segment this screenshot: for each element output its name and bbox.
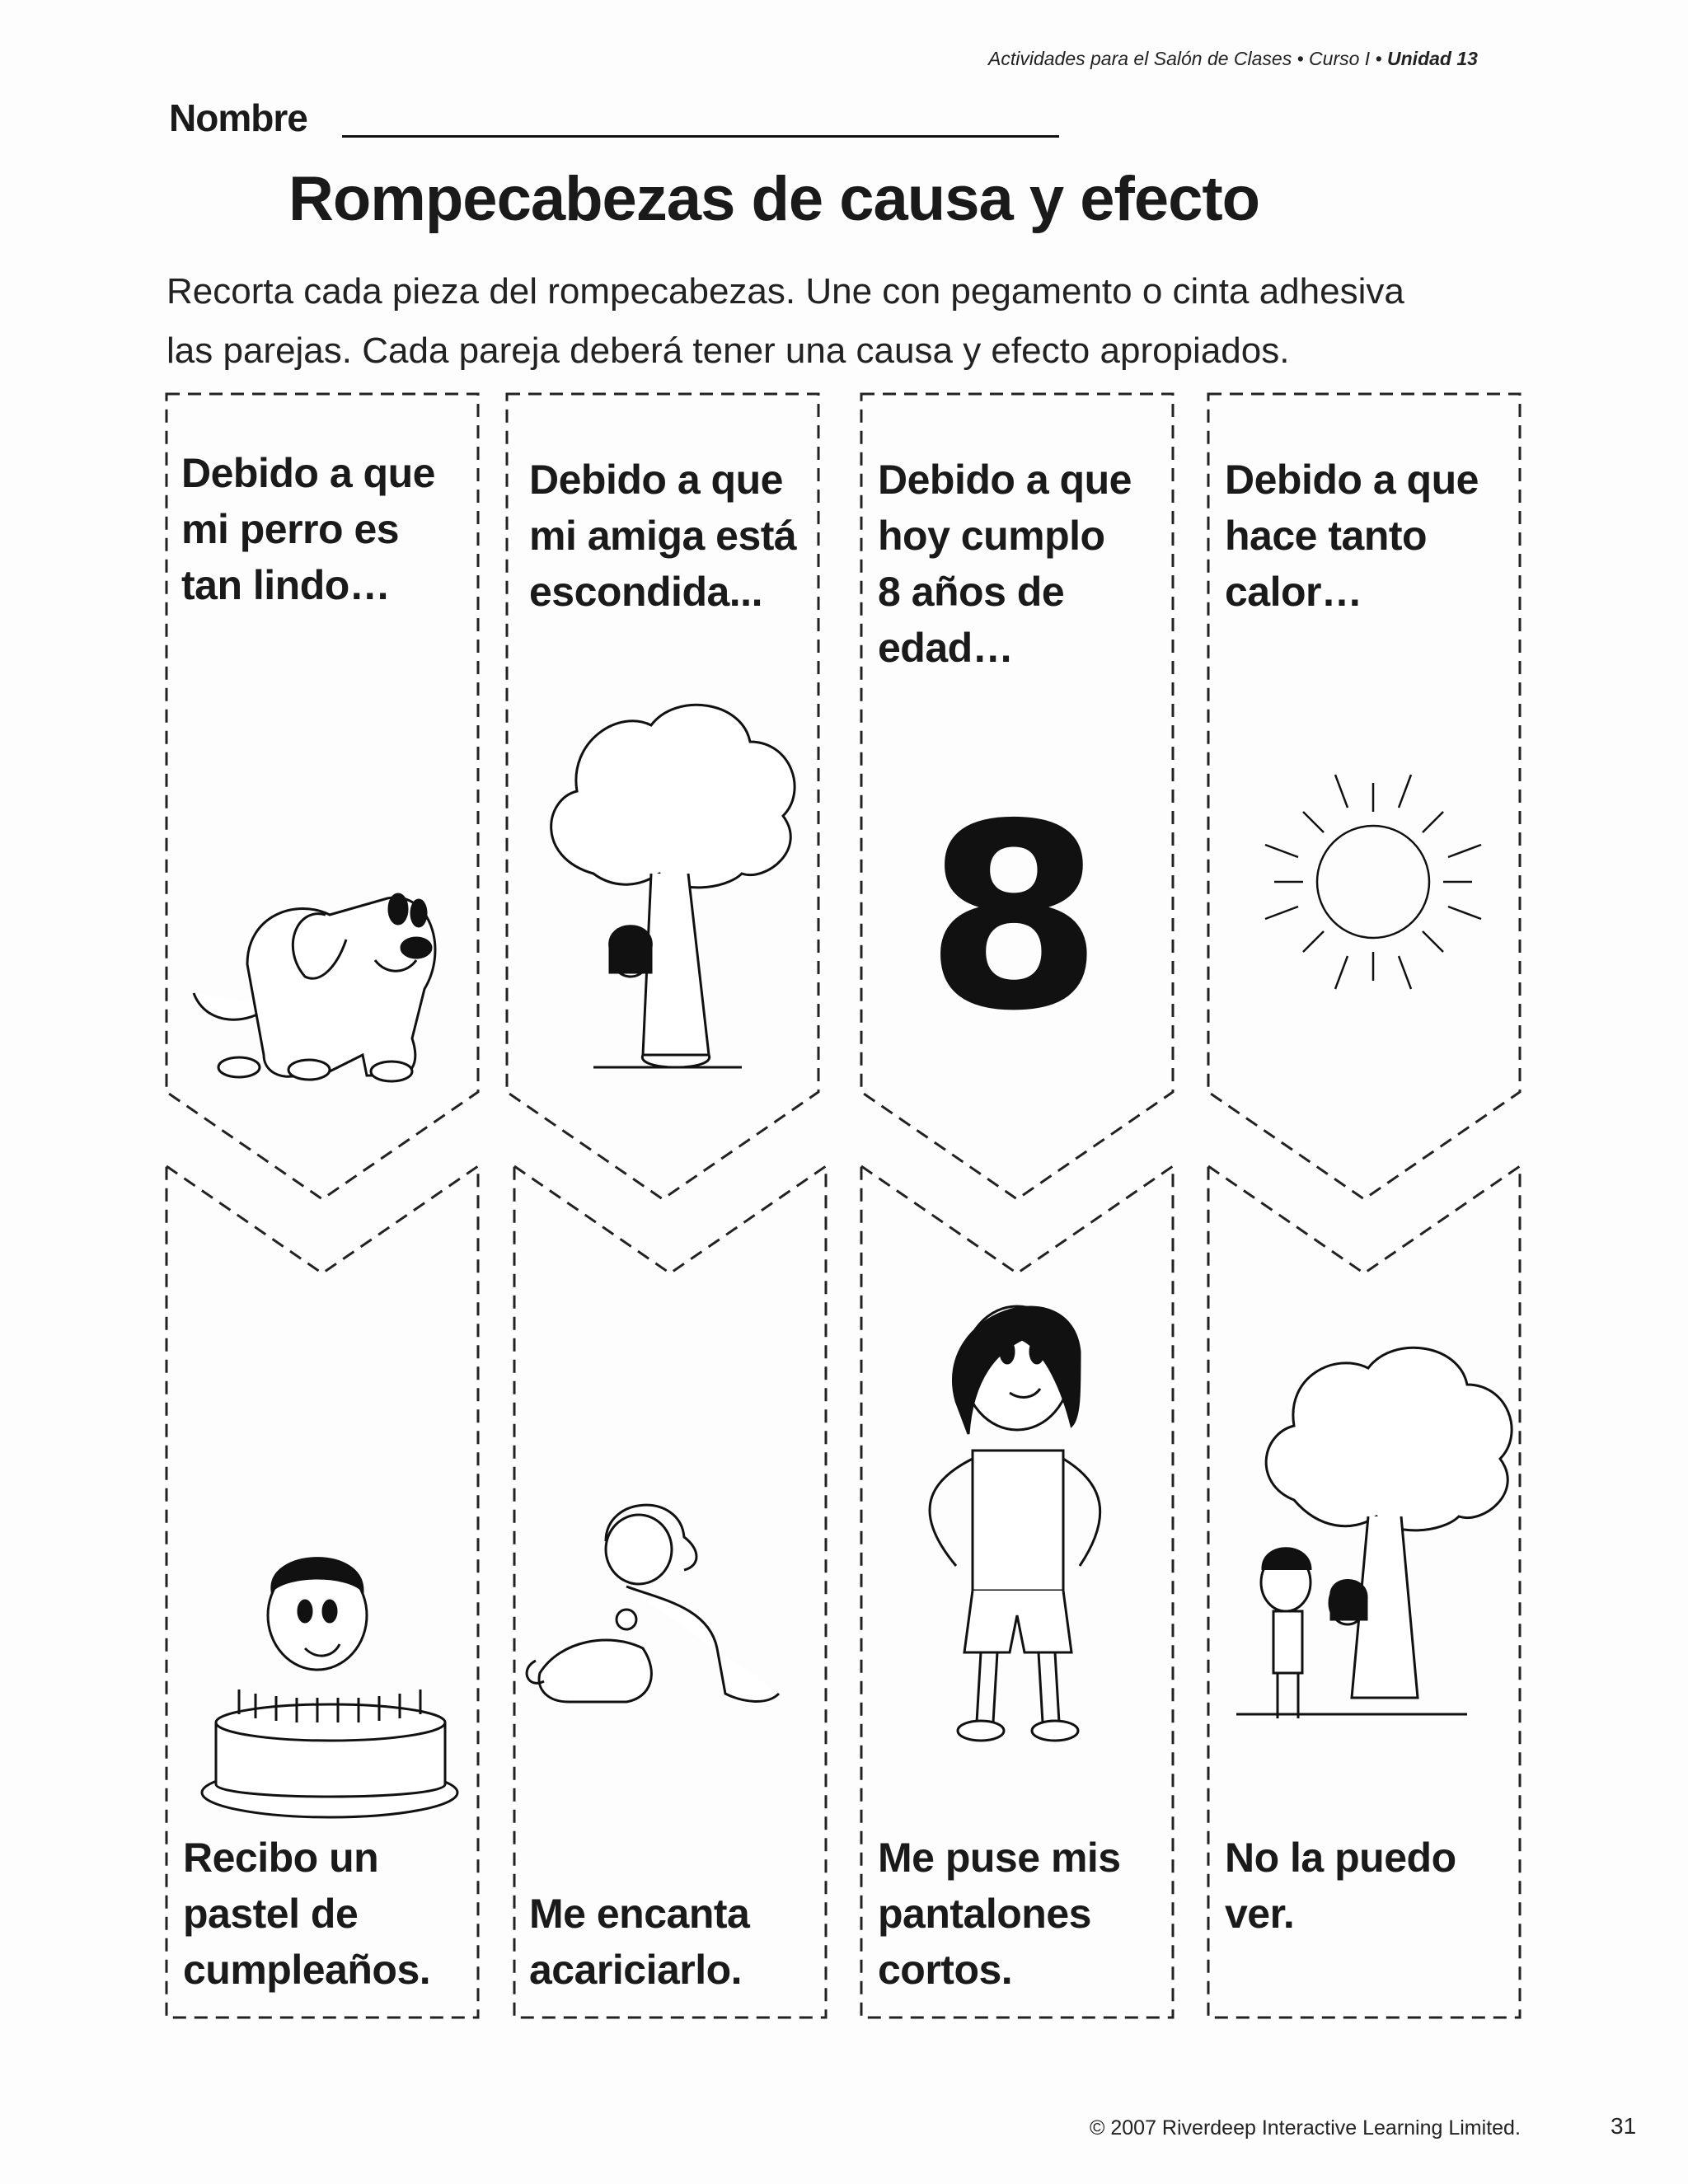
effect-2-text: Me encanta acariciarlo. — [529, 1891, 750, 1993]
girl-behind-tree-illustration — [551, 705, 795, 1067]
effect-1-text: Recibo un pastel de cumpleaños. — [183, 1835, 431, 1993]
cause-4-text: Debido a que hace tanto calor… — [1225, 457, 1479, 615]
course-text: Actividades para el Salón de Clases • Curso I • — [988, 48, 1388, 69]
page-title: Rompecabezas de causa y efecto — [288, 164, 1260, 234]
girl-petting-dog-illustration — [527, 1505, 779, 1702]
name-label: Nombre — [169, 96, 307, 139]
cause-2-text: Debido a que mi amiga está escondida... — [529, 457, 797, 615]
effect-3-text: Me puse mis pantalones cortos. — [878, 1835, 1121, 1993]
page-number: 31 — [1611, 2113, 1637, 2139]
instructions-line-1: Recorta cada pieza del rompecabezas. Une con pegamento o cinta adhesiva — [166, 271, 1404, 312]
boy-with-birthday-cake-illustration — [202, 1558, 457, 1817]
kids-under-tree-illustration — [1236, 1347, 1512, 1718]
cause-3-text: Debido a que hoy cumplo 8 años de edad… — [878, 457, 1132, 671]
girl-in-shorts-illustration — [930, 1306, 1100, 1741]
number-eight: 8 — [925, 770, 1103, 1067]
copyright-footer: © 2007 Riverdeep Interactive Learning Limited. — [1090, 2116, 1521, 2139]
unit-text: Unidad 13 — [1387, 48, 1478, 69]
instructions-line-2: las parejas. Cada pareja deberá tener una causa y efecto apropiados. — [166, 330, 1290, 371]
sun-illustration — [1265, 775, 1481, 989]
dog-illustration — [194, 894, 435, 1081]
effect-4-text: No la puedo ver. — [1225, 1835, 1456, 1937]
cause-1-text: Debido a que mi perro es tan lindo… — [181, 450, 435, 608]
